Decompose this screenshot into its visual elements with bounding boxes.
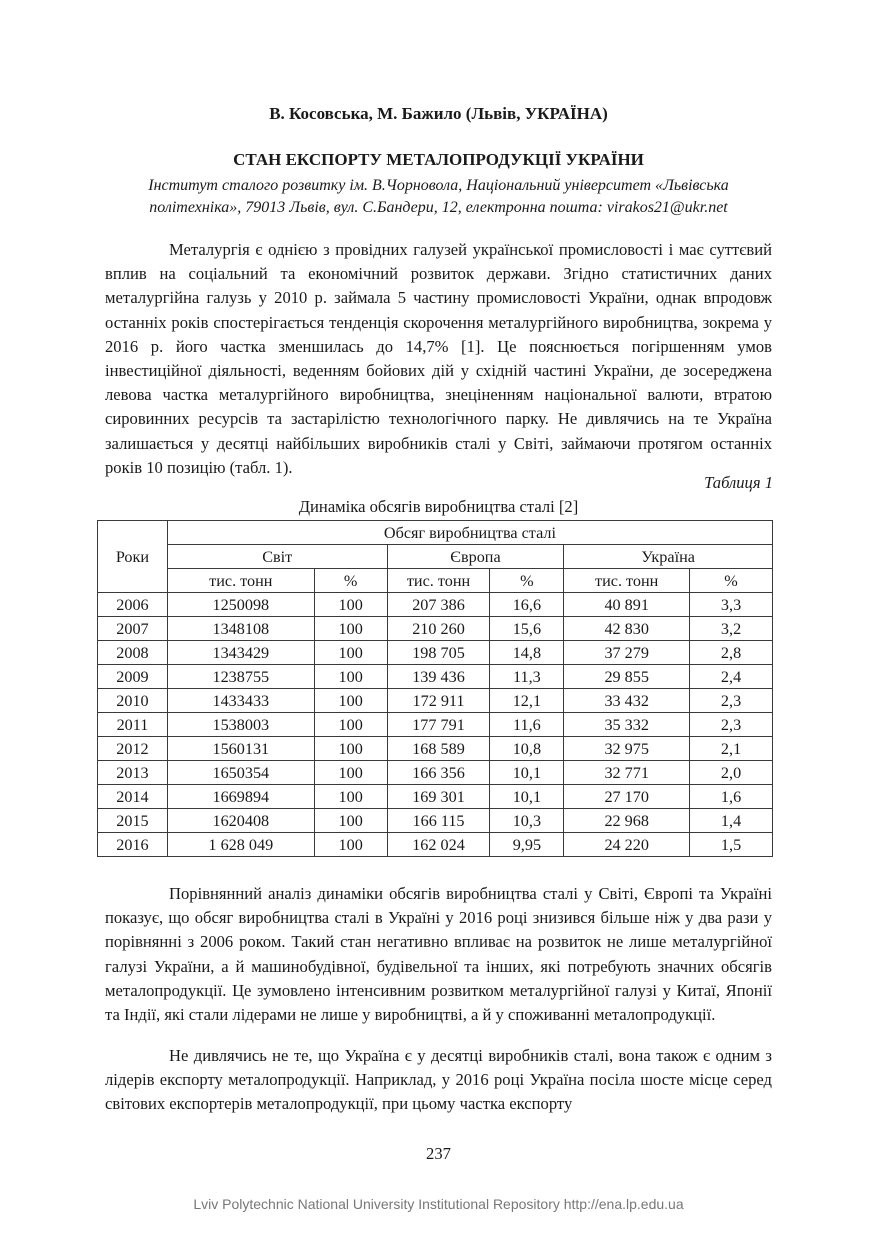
cell-world-pct: 100 (314, 665, 387, 689)
cell-ukraine-tonnes: 29 855 (564, 665, 690, 689)
header-production-volume: Обсяг виробництва сталі (167, 521, 772, 545)
cell-year: 2006 (98, 593, 168, 617)
affiliation (100, 175, 777, 219)
authors-line: В. Косовська, М. Бажило (Львів, УКРАЇНА) (269, 104, 608, 123)
cell-world-pct: 100 (314, 641, 387, 665)
cell-world-pct: 100 (314, 785, 387, 809)
cell-ukraine-pct: 3,3 (690, 593, 773, 617)
cell-europe-pct: 11,3 (490, 665, 564, 689)
cell-ukraine-tonnes: 33 432 (564, 689, 690, 713)
body-paragraph-3: Не дивлячись не те, що Україна є у десятці виробників сталі, вона також є одним з лідерів експорту металопродукції. Наприклад, у 2016 році Україна посіла шосте місце серед світових експортерів металопродукції, при цьому частка експорту (105, 1046, 772, 1114)
table-caption: Динаміка обсягів виробництва сталі [2] (298, 497, 579, 516)
cell-world-pct: 100 (314, 833, 387, 857)
cell-year: 2016 (98, 833, 168, 857)
cell-europe-pct: 10,1 (490, 761, 564, 785)
cell-europe-tonnes: 207 386 (387, 593, 490, 617)
cell-ukraine-tonnes: 32 771 (564, 761, 690, 785)
cell-ukraine-pct: 2,0 (690, 761, 773, 785)
affiliation-line-2: політехніка», 79013 Львів, вул. С.Бандери, 12, електронна пошта: virakos21@ukr.net (149, 199, 728, 216)
cell-ukraine-pct: 3,2 (690, 617, 773, 641)
cell-world-pct: 100 (314, 809, 387, 833)
cell-ukraine-pct: 1,6 (690, 785, 773, 809)
cell-year: 2012 (98, 737, 168, 761)
cell-ukraine-tonnes: 27 170 (564, 785, 690, 809)
cell-ukraine-tonnes: 35 332 (564, 713, 690, 737)
cell-year: 2007 (98, 617, 168, 641)
cell-year: 2014 (98, 785, 168, 809)
table-number: Таблиця 1 (704, 473, 773, 492)
body-paragraph-2: Порівнянний аналіз динаміки обсягів виробництва сталі у Світі, Європі та Україні показує, що обсяг виробництва сталі в Україні у 2016 році знизився більше ніж у два рази у порівнянні з 2006 роком. Такий стан негативно впливає на розвиток не лише металургійної галузі України, а й машинобудівної, будівельної та інших, які потребують значних обсягів металопродукції. Це зумовлено інтенсивним розвитком металургійної галузі у Китаї, Японії та Індії, які стали лідерами не лише у виробництві, а й у споживанні металопродукції. (105, 884, 772, 1025)
cell-ukraine-tonnes: 37 279 (564, 641, 690, 665)
cell-world-tonnes: 1538003 (167, 713, 314, 737)
header-ukraine-tonnes: тис. тонн (564, 569, 690, 593)
header-europe-tonnes: тис. тонн (387, 569, 490, 593)
cell-europe-pct: 14,8 (490, 641, 564, 665)
steel-production-table (97, 520, 773, 857)
cell-world-tonnes: 1250098 (167, 593, 314, 617)
cell-world-tonnes: 1238755 (167, 665, 314, 689)
cell-ukraine-tonnes: 22 968 (564, 809, 690, 833)
header-europe-pct: % (490, 569, 564, 593)
table-row (98, 689, 773, 713)
table-row (98, 833, 773, 857)
header-years: Роки (98, 521, 168, 593)
cell-ukraine-pct: 2,3 (690, 713, 773, 737)
cell-world-pct: 100 (314, 761, 387, 785)
cell-world-tonnes: 1433433 (167, 689, 314, 713)
table-row (98, 713, 773, 737)
article-title: СТАН ЕКСПОРТУ МЕТАЛОПРОДУКЦІЇ УКРАЇНИ (233, 150, 644, 169)
cell-world-tonnes: 1348108 (167, 617, 314, 641)
cell-world-tonnes: 1560131 (167, 737, 314, 761)
header-ukraine-pct: % (690, 569, 773, 593)
table-row (98, 785, 773, 809)
affiliation-line-1: Інститут сталого розвитку ім. В.Чорновола, Національний університет «Львівська (148, 177, 729, 194)
cell-europe-tonnes: 210 260 (387, 617, 490, 641)
cell-world-pct: 100 (314, 737, 387, 761)
cell-europe-tonnes: 172 911 (387, 689, 490, 713)
cell-europe-pct: 15,6 (490, 617, 564, 641)
table-body (98, 593, 773, 857)
cell-europe-pct: 12,1 (490, 689, 564, 713)
cell-world-pct: 100 (314, 689, 387, 713)
cell-year: 2013 (98, 761, 168, 785)
cell-ukraine-pct: 1,4 (690, 809, 773, 833)
cell-world-tonnes: 1 628 049 (167, 833, 314, 857)
cell-year: 2015 (98, 809, 168, 833)
cell-world-pct: 100 (314, 713, 387, 737)
cell-europe-tonnes: 169 301 (387, 785, 490, 809)
cell-year: 2010 (98, 689, 168, 713)
cell-year: 2008 (98, 641, 168, 665)
cell-world-tonnes: 1620408 (167, 809, 314, 833)
cell-ukraine-pct: 1,5 (690, 833, 773, 857)
table-row (98, 617, 773, 641)
cell-europe-tonnes: 166 356 (387, 761, 490, 785)
cell-ukraine-tonnes: 32 975 (564, 737, 690, 761)
cell-europe-tonnes: 198 705 (387, 641, 490, 665)
cell-ukraine-tonnes: 24 220 (564, 833, 690, 857)
table-row (98, 665, 773, 689)
table-row (98, 809, 773, 833)
cell-europe-tonnes: 168 589 (387, 737, 490, 761)
cell-ukraine-pct: 2,4 (690, 665, 773, 689)
cell-year: 2009 (98, 665, 168, 689)
page-number: 237 (426, 1144, 451, 1163)
cell-europe-tonnes: 139 436 (387, 665, 490, 689)
cell-europe-pct: 10,8 (490, 737, 564, 761)
cell-europe-pct: 11,6 (490, 713, 564, 737)
cell-ukraine-pct: 2,3 (690, 689, 773, 713)
cell-ukraine-pct: 2,8 (690, 641, 773, 665)
header-world: Світ (167, 545, 387, 569)
header-europe: Європа (387, 545, 564, 569)
header-world-pct: % (314, 569, 387, 593)
cell-europe-pct: 16,6 (490, 593, 564, 617)
cell-world-pct: 100 (314, 593, 387, 617)
cell-world-tonnes: 1343429 (167, 641, 314, 665)
table-row (98, 761, 773, 785)
cell-world-tonnes: 1650354 (167, 761, 314, 785)
cell-europe-pct: 10,3 (490, 809, 564, 833)
header-ukraine: Україна (564, 545, 773, 569)
table-row (98, 737, 773, 761)
repository-footer: Lviv Polytechnic National University Institutional Repository http://ena.lp.edu.ua (193, 1196, 684, 1212)
cell-ukraine-tonnes: 42 830 (564, 617, 690, 641)
cell-ukraine-pct: 2,1 (690, 737, 773, 761)
cell-europe-pct: 9,95 (490, 833, 564, 857)
body-paragraph-1: Металургія є однією з провідних галузей української промисловості і має суттєвий вплив на соціальний та економічний розвиток держави. Згідно статистичних даних металургійна галузь у 2010 р. займала 5 частину промисловості України, однак впродовж останніх років спостерігається тенденція скорочення металургійного виробництва, зокрема у 2016 р. його частка зменшилась до 14,7% [1]. Це пояснюється погіршенням умов інвестиційної діяльності, веденням бойових дій у східній частині України, де зосереджена левова частка металургійного виробництва, знеціненням національної валюти, втратою сировинних ресурсів та застарілістю технологічного парку. Не дивлячись на те Україна залишається у десятці найбільших виробників сталі у Світі, займаючи протягом останніх років 10 позицію (табл. 1). (105, 240, 772, 477)
table-row (98, 641, 773, 665)
cell-ukraine-tonnes: 40 891 (564, 593, 690, 617)
table-row (98, 593, 773, 617)
cell-world-tonnes: 1669894 (167, 785, 314, 809)
cell-europe-pct: 10,1 (490, 785, 564, 809)
cell-world-pct: 100 (314, 617, 387, 641)
cell-europe-tonnes: 166 115 (387, 809, 490, 833)
cell-europe-tonnes: 162 024 (387, 833, 490, 857)
cell-year: 2011 (98, 713, 168, 737)
cell-europe-tonnes: 177 791 (387, 713, 490, 737)
header-world-tonnes: тис. тонн (167, 569, 314, 593)
